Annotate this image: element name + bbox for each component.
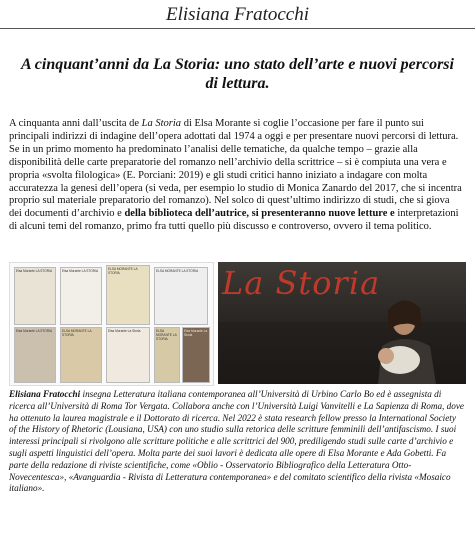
book-cover-label: ELSA MORANTE LA STORIA [62, 329, 92, 337]
photo-title-lettering: La Storia [222, 264, 381, 302]
book-covers-collage [9, 262, 214, 386]
book-cover [14, 267, 56, 325]
book-cover [14, 327, 56, 383]
article-intro [9, 118, 465, 234]
book-cover-label: Elsa Morante La Storia [184, 329, 208, 337]
intro-text-1: A cinquanta anni dall’uscita de [9, 118, 142, 129]
header-divider [0, 28, 475, 29]
book-cover-label: ELSA MORANTE LA STORIA [156, 269, 199, 273]
intro-text-2: di Elsa Morante si coglie l’occasione per fare il punto sui principali indirizzi di indagine dell’opera adottati dal 1974 a oggi e per presentare nuovi percorsi di lettura. Se in un primo momento ha predominato l’analisi delle tematiche, da qualche tempo – grazie alla disponibilità delle carte preparatorie del romanzo nell’archivio della scrittrice – si è compiuta una vera e propria «svolta filologica» (E. Porciani: 2019) e gli studi critici hanno iniziato a indagare con molta accuratezza la genesi dell’opera (si veda, per esempio lo studio di Monica Zanardo del 2017, che si incentra proprio sul materiale preparatorio del romanzo). Nel solco di quest’ultimo indirizzo di studi, che si giova dei documenti d’archivio e [9, 118, 462, 220]
woman-holding-child-illustration [218, 262, 466, 384]
book-cover [154, 267, 208, 325]
book-cover [182, 327, 210, 383]
bio-text: insegna Letteratura italiana contemporanea all’Università di Urbino Carlo Bo ed è assegnista di ricerca all’Università di Roma Tor Vergata. Collabora anche con l’Università Luigi Vanvitelli e La Sapienza di Roma, dove ha ottenuto la laurea magistrale e il Dottorato di ricerca. Nel 2022 è stata research fellow presso la International Society of the History of Rhetoric (Lousiana, USA) con uno studio sulla retorica delle scritture femminili dell’antifascismo. I suoi interessi principali si rivolgono alle scritture politiche e alle scrittrici del 900, prediligendo studi sulle carte d’archivio e sugli aspetti linguistici dell’opera. Molta parte dei suoi lavori è dedicata alle opere di Elsa Morante e Ada Gobetti. Fa parte della redazione di riviste scientifiche, come «Oblio - Osservatorio Bibliografico della Letteratura Otto-Novecentesca», «Avanguardia - Rivista di Letteratura contemporanea» e del comitato scientifico della rivista «Mosaico italiano». [9, 389, 464, 494]
film-still-photo [218, 262, 466, 384]
book-cover-label: ELSA MORANTE LA STORIA [156, 329, 177, 341]
book-cover-label: ELSA MORANTE LA STORIA [108, 267, 138, 275]
bio-author-name: Elisiana Fratocchi [9, 389, 81, 399]
intro-book-title: La Storia [141, 118, 182, 129]
book-cover-label: Elsa Morante LA STORIA [62, 269, 99, 273]
book-cover [106, 327, 150, 383]
book-cover-label: Elsa Morante LA STORIA [16, 269, 53, 273]
book-cover [60, 267, 102, 325]
author-name: Elisiana Fratocchi [165, 4, 309, 25]
book-cover [106, 265, 150, 325]
book-cover-label: Elsa Morante La Storia [108, 329, 141, 333]
book-cover-label: Elsa Morante LA STORIA [16, 329, 53, 333]
article-title: A cinquant’anni da La Storia: uno stato dell’arte e nuovi percorsi di lettura. [21, 56, 454, 92]
intro-bold-text: della biblioteca dell’autrice, si presenteranno nuove letture e [124, 208, 395, 220]
book-cover [60, 327, 102, 383]
author-bio [9, 389, 465, 495]
intro-text-3: interpretazioni di alcuni temi del romanzo, primo fra tutti quello più discusso e controverso, ovvero il tema politico. [9, 208, 459, 233]
book-cover [154, 327, 180, 383]
